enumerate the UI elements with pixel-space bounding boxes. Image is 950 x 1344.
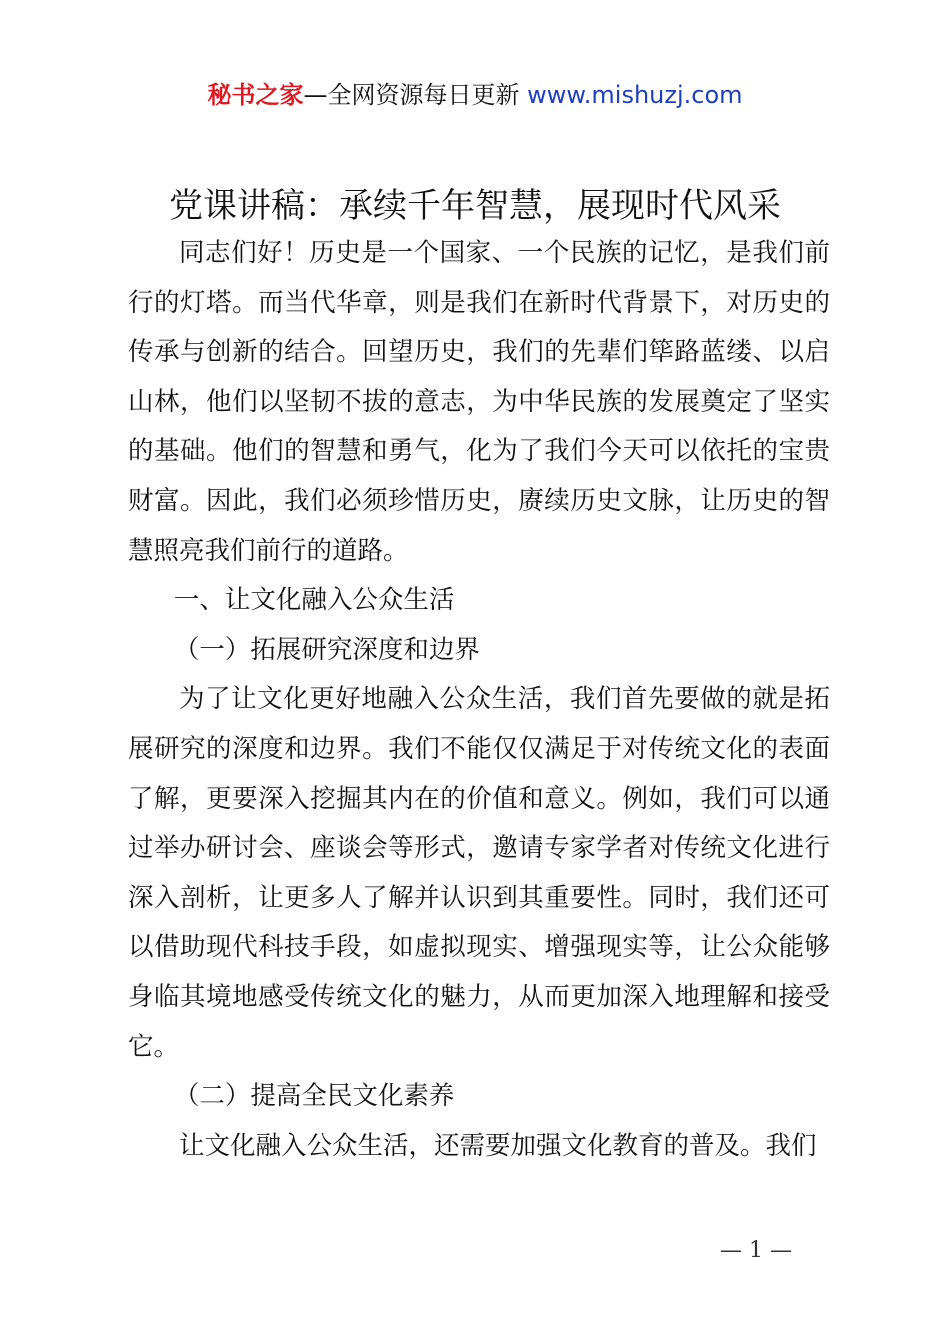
page-number: — 1 — — [720, 1238, 792, 1263]
brand-name: 秘书之家 — [207, 81, 304, 109]
site-header — [0, 78, 950, 112]
section-heading-1: 一、让文化融入公众生活 — [173, 585, 455, 616]
header-tagline: —全网资源每日更新 — [303, 81, 520, 109]
document-body — [128, 229, 830, 1171]
subsection-heading-1: （一）拓展研究深度和边界 — [173, 634, 480, 665]
body-paragraph-1: 为了让文化更好地融入公众生活，我们首先要做的就是拓展研究的深度和边界。我们不能仅仅满足于对传统文化的表面了解，更要深入挖掘其内在的价值和意义。例如，我们可以通过举办研讨会、座谈会等形式，邀请专家学者对传统文化进行深入剖析，让更多人了解并认识到其重要性。同时，我们还可以借助现代科技手段，如虚拟现实、增强现实等，让公众能够身临其境地感受传统文化的魅力，从而更加深入地理解和接受它。 — [128, 684, 830, 1062]
intro-paragraph: 同志们好！历史是一个国家、一个民族的记忆，是我们前行的灯塔。而当代华章，则是我们在新时代背景下，对历史的传承与创新的结合。回望历史，我们的先辈们筚路蓝缕、以启山林，他们以坚韧不拔的意志，为中华民族的发展奠定了坚实的基础。他们的智慧和勇气，化为了我们今天可以依托的宝贵财富。因此，我们必须珍惜历史，赓续历史文脉，让历史的智慧照亮我们前行的道路。 — [128, 238, 830, 566]
subsection-heading-2: （二）提高全民文化素养 — [173, 1081, 455, 1112]
site-url-link[interactable]: www.mishuzj.com — [527, 81, 743, 109]
document-title: 党课讲稿：承续千年智慧，展现时代风采 — [169, 186, 781, 226]
body-paragraph-2: 让文化融入公众生活，还需要加强文化教育的普及。我们 — [179, 1130, 817, 1161]
